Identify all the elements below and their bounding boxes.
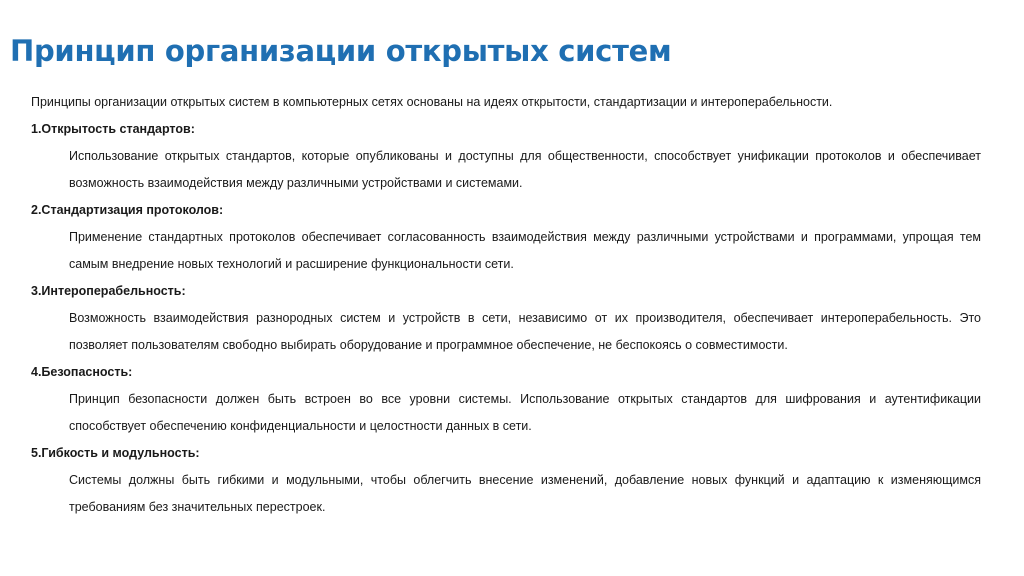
- section-open-standards: [31, 116, 981, 197]
- section-body: Возможность взаимодействия разнородных систем и устройств в сети, независимо от их производителя, обеспечивает интероперабельность. Это позволяет пользователям свободно выбирать оборудование и программное обеспечение, не беспокоясь о совместимости.: [69, 311, 981, 352]
- section-body: Системы должны быть гибкими и модульными, чтобы облегчить внесение изменений, добавление новых функций и адаптацию к изменяющимся требованиям без значительных перестроек.: [69, 473, 981, 514]
- section-heading: 5.Гибкость и модульность:: [31, 446, 200, 460]
- section-body: Применение стандартных протоколов обеспечивает согласованность взаимодействия между различными устройствами и программами, упрощая тем самым внедрение новых технологий и расширение функциональности сети.: [69, 230, 981, 271]
- section-body: Принцип безопасности должен быть встроен во все уровни системы. Использование открытых стандартов для шифрования и аутентификации способствует обеспечению конфиденциальности и целостности данных в сети.: [69, 392, 981, 433]
- section-flexibility-modularity: [31, 440, 981, 521]
- slide-content: [31, 89, 981, 521]
- section-protocol-standardization: [31, 197, 981, 278]
- section-security: [31, 359, 981, 440]
- section-heading: 4.Безопасность:: [31, 365, 133, 379]
- section-interoperability: [31, 278, 981, 359]
- section-heading: 3.Интероперабельность:: [31, 284, 186, 298]
- section-heading: 1.Открытость стандартов:: [31, 122, 195, 136]
- slide-title: Принцип организации открытых систем: [10, 34, 672, 69]
- section-heading: 2.Стандартизация протоколов:: [31, 203, 224, 217]
- intro-paragraph: Принципы организации открытых систем в компьютерных сетях основаны на идеях открытости, стандартизации и интероперабельности.: [31, 95, 833, 109]
- section-body: Использование открытых стандартов, которые опубликованы и доступны для общественности, способствует унификации протоколов и обеспечивает возможность взаимодействия между различными устройствами и системами.: [69, 149, 981, 190]
